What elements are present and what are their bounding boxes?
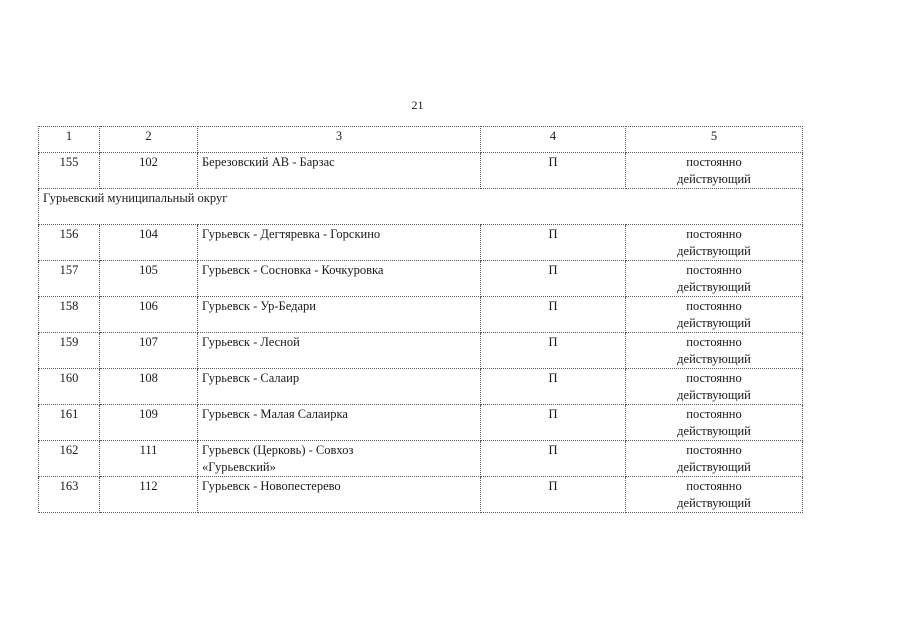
column-header: 3 xyxy=(198,127,481,153)
route-type: П xyxy=(481,477,626,513)
route-number: 102 xyxy=(100,153,198,189)
route-number: 105 xyxy=(100,261,198,297)
row-number: 155 xyxy=(39,153,100,189)
status-line: действующий xyxy=(677,316,751,330)
route-number: 107 xyxy=(100,333,198,369)
route-number: 111 xyxy=(100,441,198,477)
route-type: П xyxy=(481,153,626,189)
route-number: 108 xyxy=(100,369,198,405)
route-status xyxy=(626,261,803,297)
table-row xyxy=(39,153,803,189)
route-status xyxy=(626,333,803,369)
row-number: 163 xyxy=(39,477,100,513)
table-header-row xyxy=(39,127,803,153)
table-row xyxy=(39,369,803,405)
route-status xyxy=(626,153,803,189)
status-line: действующий xyxy=(677,280,751,294)
row-number: 156 xyxy=(39,225,100,261)
route-type: П xyxy=(481,405,626,441)
row-number: 160 xyxy=(39,369,100,405)
status-line: действующий xyxy=(677,172,751,186)
route-type: П xyxy=(481,225,626,261)
row-number: 158 xyxy=(39,297,100,333)
route-name-line: Гурьевск (Церковь) - Совхоз xyxy=(202,443,354,457)
table-row xyxy=(39,261,803,297)
table-row xyxy=(39,477,803,513)
column-header: 5 xyxy=(626,127,803,153)
route-status xyxy=(626,369,803,405)
routes-table xyxy=(38,126,803,513)
route-number: 104 xyxy=(100,225,198,261)
status-line: действующий xyxy=(677,496,751,510)
status-line: постоянно xyxy=(686,335,742,349)
status-line: постоянно xyxy=(686,155,742,169)
status-line: действующий xyxy=(677,424,751,438)
table-row xyxy=(39,225,803,261)
route-name: Березовский АВ - Барзас xyxy=(198,153,481,189)
route-type: П xyxy=(481,333,626,369)
route-type: П xyxy=(481,297,626,333)
route-type: П xyxy=(481,369,626,405)
route-status xyxy=(626,477,803,513)
status-line: постоянно xyxy=(686,371,742,385)
table-row xyxy=(39,333,803,369)
section-row xyxy=(39,189,803,225)
route-name: Гурьевск - Лесной xyxy=(198,333,481,369)
status-line: постоянно xyxy=(686,407,742,421)
route-status xyxy=(626,297,803,333)
column-header: 2 xyxy=(100,127,198,153)
status-line: постоянно xyxy=(686,443,742,457)
status-line: действующий xyxy=(677,388,751,402)
status-line: постоянно xyxy=(686,227,742,241)
status-line: постоянно xyxy=(686,299,742,313)
row-number: 161 xyxy=(39,405,100,441)
route-number: 109 xyxy=(100,405,198,441)
status-line: постоянно xyxy=(686,263,742,277)
route-name: Гурьевск - Сосновка - Кочкуровка xyxy=(198,261,481,297)
route-name-line: «Гурьевский» xyxy=(202,460,276,474)
status-line: действующий xyxy=(677,244,751,258)
table-row xyxy=(39,297,803,333)
route-status xyxy=(626,405,803,441)
route-type: П xyxy=(481,261,626,297)
column-header: 1 xyxy=(39,127,100,153)
route-name: Гурьевск - Ур-Бедари xyxy=(198,297,481,333)
row-number: 162 xyxy=(39,441,100,477)
status-line: постоянно xyxy=(686,479,742,493)
table-row xyxy=(39,405,803,441)
route-name: Гурьевск - Малая Салаирка xyxy=(198,405,481,441)
route-number: 106 xyxy=(100,297,198,333)
page-number: 21 xyxy=(411,98,424,112)
route-status xyxy=(626,225,803,261)
route-name: Гурьевск - Салаир xyxy=(198,369,481,405)
column-header: 4 xyxy=(481,127,626,153)
status-line: действующий xyxy=(677,460,751,474)
row-number: 157 xyxy=(39,261,100,297)
status-line: действующий xyxy=(677,352,751,366)
route-name: Гурьевск - Новопестерево xyxy=(198,477,481,513)
row-number: 159 xyxy=(39,333,100,369)
route-name xyxy=(198,441,481,477)
route-status xyxy=(626,441,803,477)
route-name: Гурьевск - Дегтяревка - Горскино xyxy=(198,225,481,261)
section-title: Гурьевский муниципальный округ xyxy=(39,189,803,225)
table-row xyxy=(39,441,803,477)
route-type: П xyxy=(481,441,626,477)
route-number: 112 xyxy=(100,477,198,513)
